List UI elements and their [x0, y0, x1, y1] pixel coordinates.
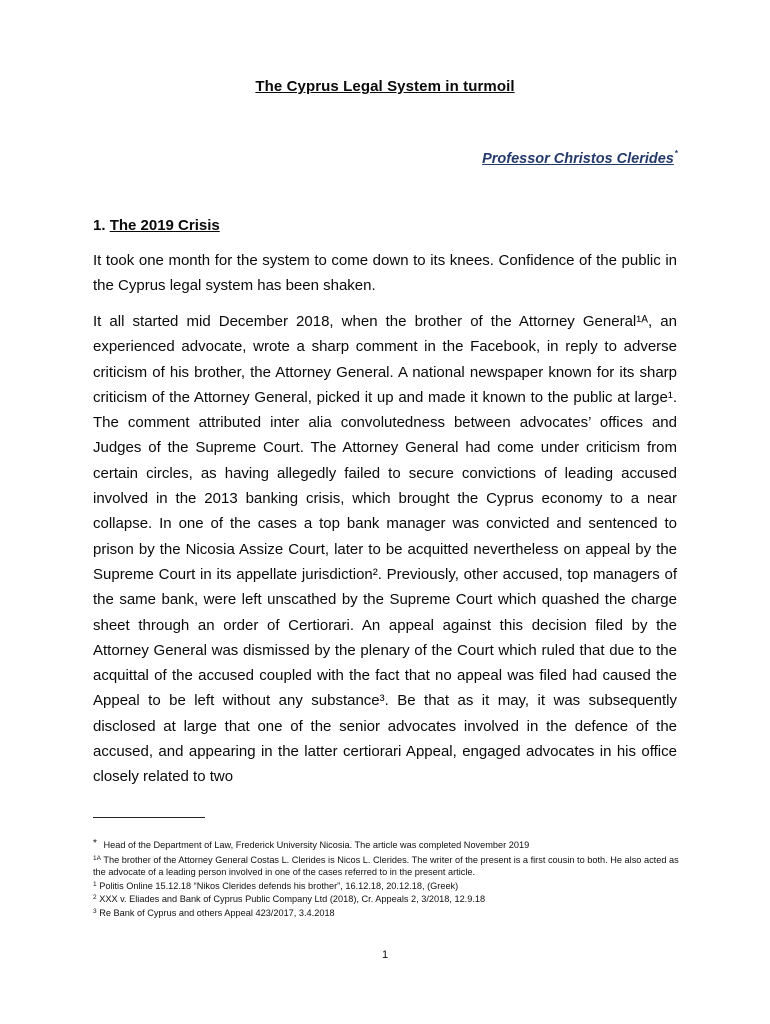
- paragraph-2: It all started mid December 2018, when the brother of the Attorney General¹ᴬ, an experienced advocate, wrote a sharp comment in the Facebook, in reply to adverse criticism of his brother, the Attorney General. A national newspaper known for its sharp criticism of the Attorney General, picked it up and made it known to the public at large¹. The comment attributed inter alia convolutedness between advocates’ offices and Judges of the Supreme Court. The Attorney General had come under criticism from certain circles, as having allegedly failed to secure convictions of leading accused involved in the 2013 banking crisis, which brought the Cyprus economy to a near collapse. In one of the cases a top bank manager was convicted and sentenced to prison by the Nicosia Assize Court, later to be acquitted nevertheless on appeal by the Supreme Court in its appellate jurisdiction². Previously, other accused, top managers of the same bank, were left unscathed by the Supreme Court which quashed the charge sheet through an order of Certiorari. An appeal against this decision filed by the Attorney General was dismissed by the plenary of the Court which ruled that due to the acquittal of the accused coupled with the fact that no appeal was filed had caused the Appeal to be left without any substance³. Be that as it may, it was subsequently disclosed at large that one of the senior advocates involved in the defence of the accused, and appearing in the latter certiorari Appeal, engaged advocates in his office closely related to two: [93, 313, 677, 786]
- footnote-text: XXX v. Eliades and Bank of Cyprus Public Company Ltd (2018), Cr. Appeals 2, 3/2018, 12.9.18: [99, 894, 486, 905]
- footnote-text: The brother of the Attorney General Costas L. Clerides is Nicos L. Clerides. The writer of the present is a first cousin to both. He also acted as the advocate of a leading person involved in one of the cases referred to in the present article.: [93, 854, 679, 878]
- footnote-mark: 3: [93, 907, 97, 915]
- footnote-item: [93, 853, 683, 879]
- page-number: 1: [381, 949, 389, 961]
- author-line: [482, 149, 678, 167]
- footnote-item: [93, 838, 683, 852]
- footnote-item: [93, 906, 683, 920]
- author-name: Professor Christos Clerides: [482, 151, 674, 167]
- footnote-mark: *: [93, 838, 97, 849]
- document-title: The Cyprus Legal System in turmoil: [255, 78, 515, 95]
- footnotes: [93, 838, 683, 920]
- section-number: 1.: [93, 217, 106, 234]
- footnote-text: Head of the Department of Law, Frederick University Nicosia. The article was completed November 2019: [103, 840, 530, 850]
- footnote-text: Politis Online 15.12.18 “Nikos Clerides defends his brother”, 16.12.18, 20.12.18, (Greek): [99, 880, 459, 891]
- footnote-item: [93, 892, 683, 906]
- footnote-mark: 2: [93, 894, 97, 902]
- paragraph-1: It took one month for the system to come down to its knees. Confidence of the public in the Cyprus legal system has been shaken.: [93, 252, 677, 295]
- section-title: The 2019 Crisis: [109, 217, 220, 234]
- author-footnote-mark: *: [674, 149, 678, 158]
- footnote-mark: 1: [93, 880, 97, 888]
- footnote-item: [93, 879, 683, 893]
- footnote-text: Re Bank of Cyprus and others Appeal 423/2017, 3.4.2018: [99, 907, 335, 918]
- section-heading: [93, 217, 220, 234]
- footnote-mark: 1A: [93, 854, 101, 862]
- footnote-separator: [93, 817, 205, 818]
